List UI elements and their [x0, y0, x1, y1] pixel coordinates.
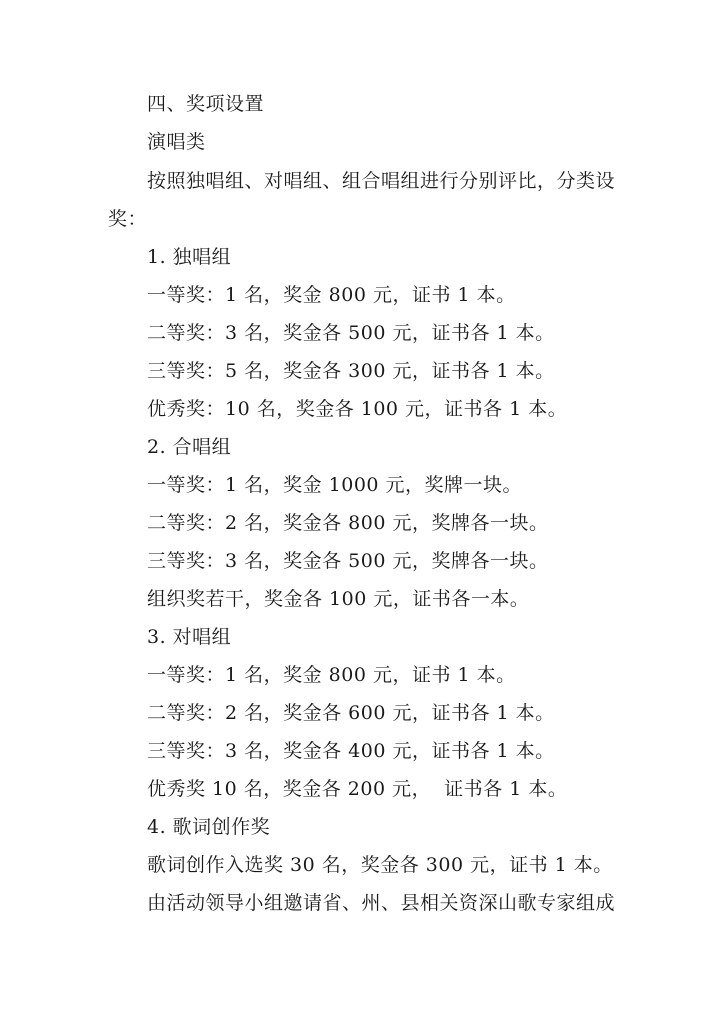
intro-paragraph-line-2: 奖：: [108, 208, 148, 230]
intro-paragraph-line-1: 按照独唱组、对唱组、组合唱组进行分别评比，分类设: [147, 170, 616, 192]
lyrics-selection-award: 歌词创作入选奖 30 名，奖金各 300 元，证书 1 本。: [147, 854, 613, 876]
chorus-organization-prize: 组织奖若干，奖金各 100 元，证书各一本。: [147, 588, 530, 610]
category-heading: 演唱类: [147, 131, 206, 153]
duet-second-prize: 二等奖：2 名，奖金各 600 元，证书各 1 本。: [147, 702, 555, 724]
chorus-group-title: 2. 合唱组: [147, 436, 232, 458]
solo-third-prize: 三等奖：5 名，奖金各 300 元，证书各 1 本。: [147, 360, 555, 382]
solo-group-title: 1. 独唱组: [147, 246, 232, 268]
duet-third-prize: 三等奖：3 名，奖金各 400 元，证书各 1 本。: [147, 740, 555, 762]
chorus-third-prize: 三等奖：3 名，奖金各 500 元，奖牌各一块。: [147, 550, 549, 572]
solo-first-prize: 一等奖：1 名，奖金 800 元，证书 1 本。: [147, 284, 516, 306]
chorus-first-prize: 一等奖：1 名，奖金 1000 元，奖牌一块。: [147, 474, 523, 496]
duet-first-prize: 一等奖：1 名，奖金 800 元，证书 1 本。: [147, 664, 516, 686]
duet-group-title: 3. 对唱组: [147, 626, 232, 648]
section-heading: 四、奖项设置: [147, 93, 265, 115]
jury-note-paragraph: 由活动领导小组邀请省、州、县相关资深山歌专家组成: [147, 892, 616, 914]
solo-second-prize: 二等奖：3 名，奖金各 500 元，证书各 1 本。: [147, 322, 555, 344]
duet-excellence-prize: 优秀奖 10 名，奖金各 200 元， 证书各 1 本。: [147, 778, 568, 800]
lyrics-award-title: 4. 歌词创作奖: [147, 816, 271, 838]
chorus-second-prize: 二等奖：2 名，奖金各 800 元，奖牌各一块。: [147, 512, 549, 534]
solo-excellence-prize: 优秀奖：10 名，奖金各 100 元，证书各 1 本。: [147, 398, 568, 420]
